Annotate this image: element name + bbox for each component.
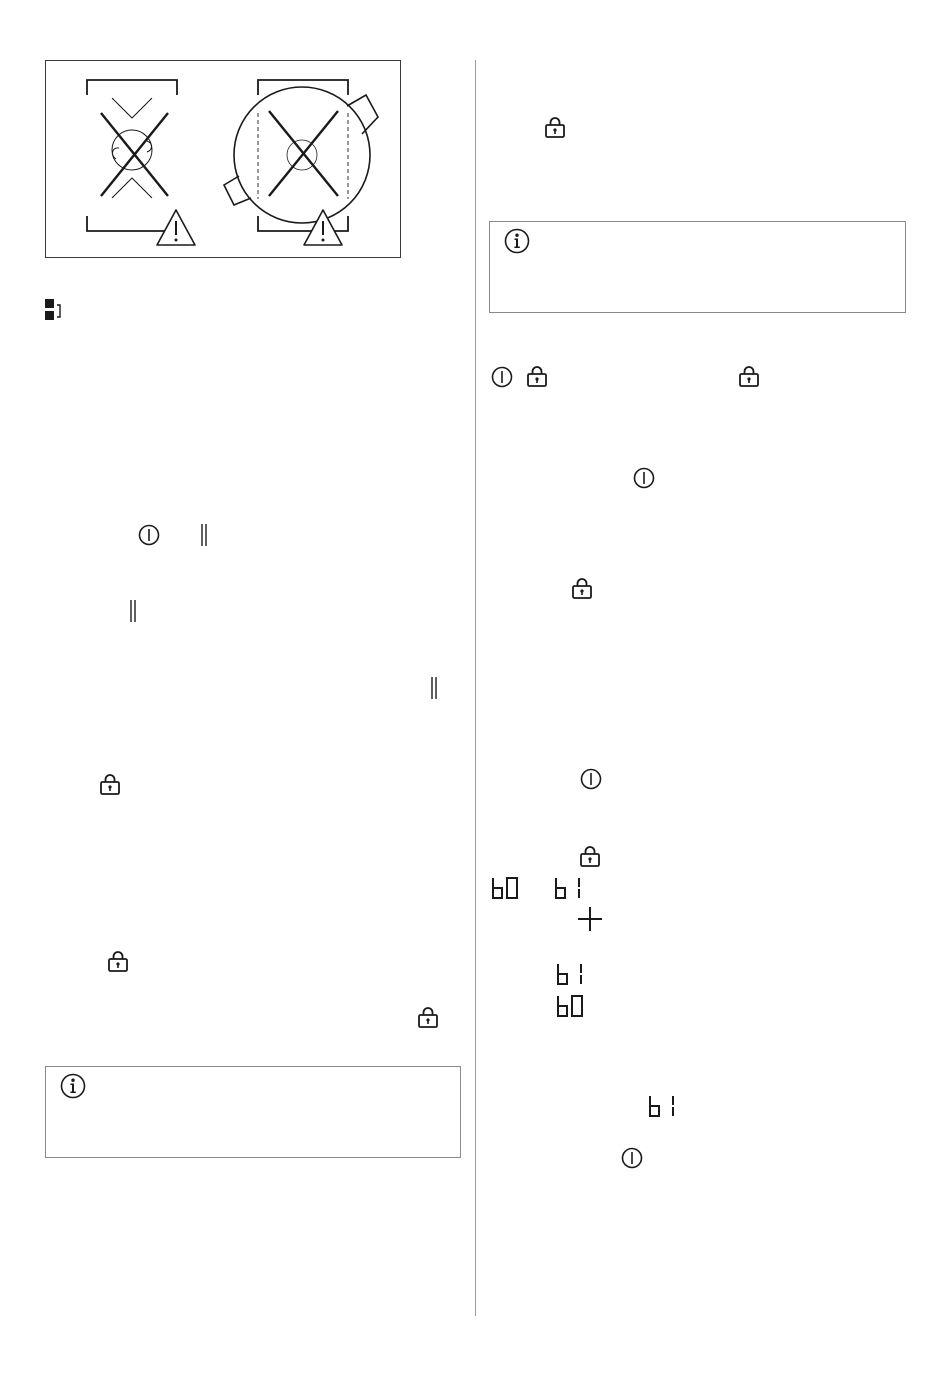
power-on-off-icon <box>580 768 602 790</box>
power-on-off-icon <box>633 467 655 489</box>
warning-triangle-icon <box>157 210 195 245</box>
cookware-warning-figure <box>45 60 401 258</box>
display-code-b1 <box>648 1094 678 1118</box>
info-icon <box>60 1073 86 1099</box>
pause-icon <box>426 676 442 700</box>
warning-triangle-icon <box>304 210 342 245</box>
lock-icon <box>544 116 566 138</box>
power-on-off-icon <box>621 1147 643 1169</box>
lock-icon <box>571 577 593 599</box>
info-note-box <box>489 221 906 313</box>
cooking-zone-icon <box>45 299 65 323</box>
lock-icon <box>417 1006 439 1028</box>
lock-icon <box>738 365 760 387</box>
lock-icon <box>99 773 121 795</box>
info-icon <box>504 228 530 254</box>
display-code-b1 <box>554 876 584 900</box>
plus-icon <box>577 906 603 932</box>
lock-icon <box>526 365 548 387</box>
lock-icon <box>107 950 129 972</box>
display-code-b0 <box>556 994 586 1018</box>
lock-icon <box>579 845 601 867</box>
info-note-box <box>45 1066 461 1158</box>
display-code-b0 <box>491 876 521 900</box>
column-divider <box>475 60 476 1316</box>
power-on-off-icon <box>138 524 160 546</box>
power-on-off-icon <box>491 366 513 388</box>
display-code-b1 <box>556 962 586 986</box>
pause-icon <box>196 523 212 547</box>
pause-icon <box>125 599 141 623</box>
cookware-illustration <box>46 61 402 259</box>
